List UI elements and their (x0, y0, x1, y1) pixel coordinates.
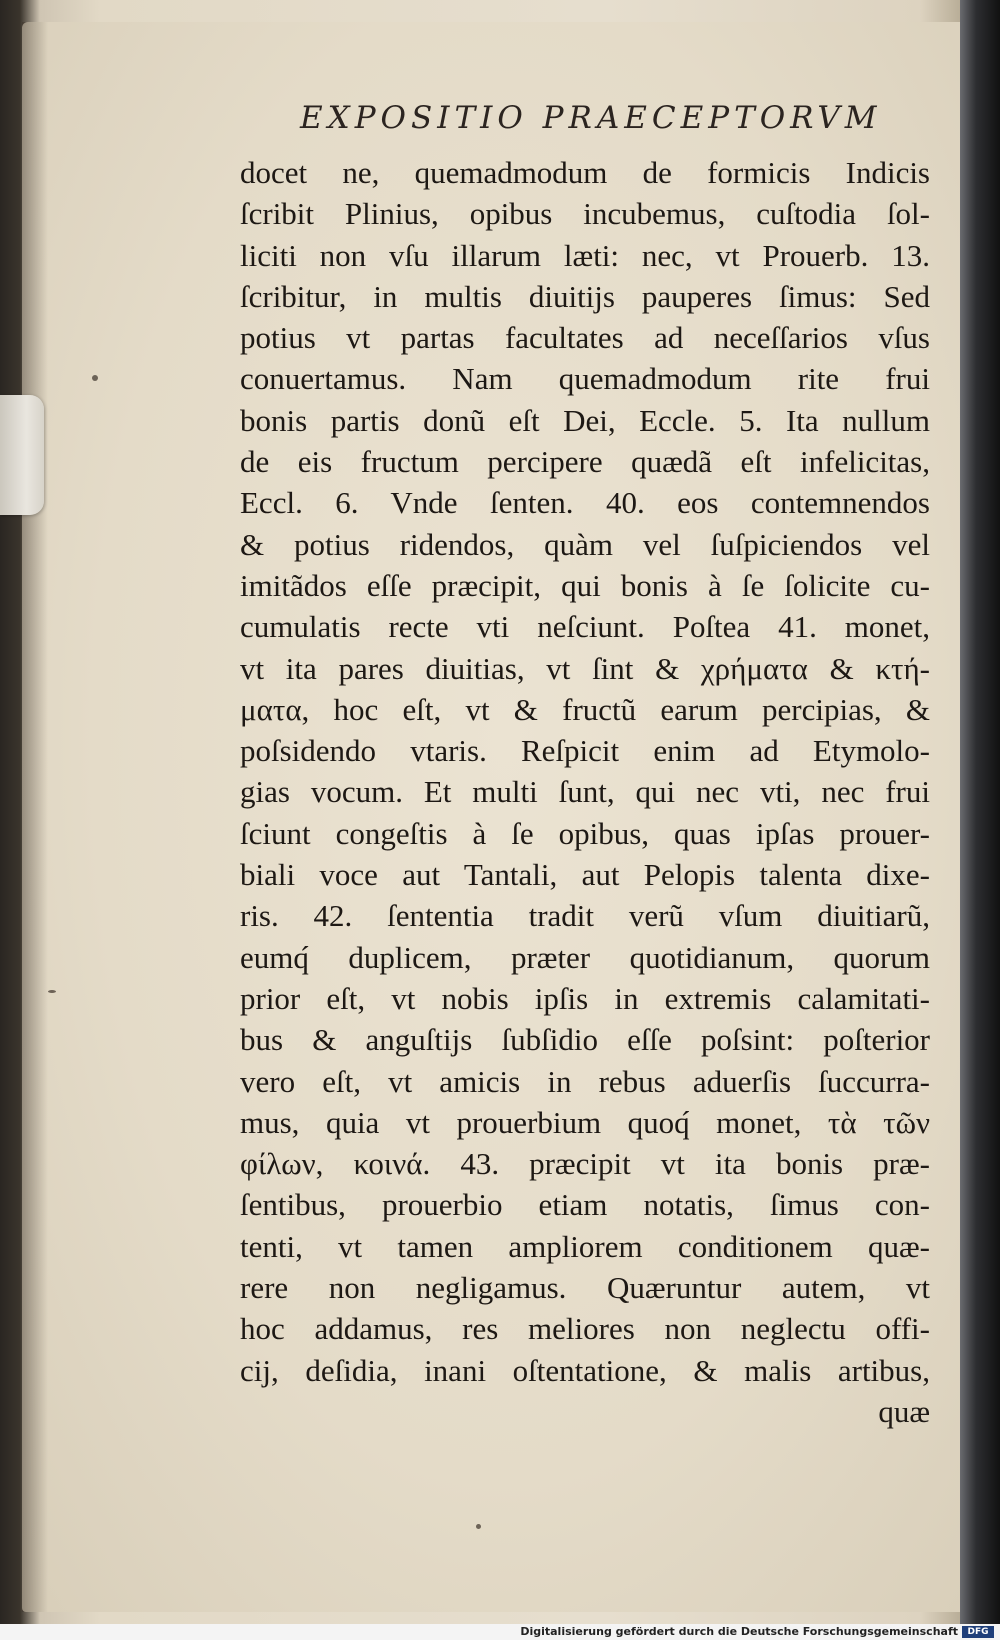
text-line: biali voce aut Tantali, aut Pelopis talenta dixe- (240, 857, 930, 893)
text-line: bus & anguſtijs ſubſidio eſſe poſsint: poſterior (240, 1022, 930, 1058)
text-line: cij, deſidia, inani oſtentatione, & malis artibus, (240, 1352, 930, 1388)
text-line: φίλων, κοινά. 43. præcipit vt ita bonis præ- (240, 1146, 930, 1182)
text-line: potius vt partas facultates ad neceſſarios vſus (240, 320, 930, 356)
gutter-shadow (22, 22, 48, 1612)
text-line: hoc addamus, res meliores non neglectu offi- (240, 1311, 930, 1347)
running-head: EXPOSITIO PRAECEPTORVM (300, 100, 882, 136)
text-line: ſentibus, prouerbio etiam notatis, ſimus con- (240, 1187, 930, 1223)
main-text-block (240, 152, 930, 1432)
paper-speck (92, 375, 98, 381)
text-line: ſcribitur, in multis diuitijs pauperes ſimus: Sed (240, 278, 930, 314)
paper-speck (48, 990, 56, 993)
text-line: imitãdos eſſe præcipit, qui bonis à ſe ſolicite cu- (240, 567, 930, 603)
catchword: quæ (878, 1393, 930, 1429)
footer-bar (0, 1624, 1000, 1640)
page-clip-tab (0, 395, 44, 515)
text-line: poſsidendo vtaris. Reſpicit enim ad Etymolo- (240, 733, 930, 769)
dfg-logo: DFG (962, 1626, 994, 1638)
text-line: de eis fructum percipere quædã eſt infelicitas, (240, 444, 930, 480)
text-line: ſcribit Plinius, opibus incubemus, cuſtodia ſol- (240, 196, 930, 232)
text-line: vero eſt, vt amicis in rebus aduerſis ſuccurra- (240, 1063, 930, 1099)
text-line: cumulatis recte vti neſciunt. Poſtea 41. monet, (240, 609, 930, 645)
binding-edge (960, 0, 1000, 1640)
text-line: tenti, vt tamen ampliorem conditionem quæ- (240, 1228, 930, 1264)
text-line: ματα, hoc eſt, vt & fructũ earum percipias, & (240, 691, 930, 727)
text-line: rere non negligamus. Quæruntur autem, vt (240, 1270, 930, 1306)
text-line: eumq́ duplicem, præter quotidianum, quorum (240, 939, 930, 975)
funding-note: Digitalisierung gefördert durch die Deutsche Forschungsgemeinschaft (520, 1625, 958, 1638)
text-line: bonis partis donũ eſt Dei, Eccle. 5. Ita nullum (240, 402, 930, 438)
text-line: conuertamus. Nam quemadmodum rite frui (240, 361, 930, 397)
text-line: mus, quia vt prouerbium quoq́ monet, τὰ τῶν (240, 1104, 930, 1140)
text-line: vt ita pares diuitias, vt ſint & χρήματα & κτή- (240, 650, 930, 686)
text-line: ris. 42. ſententia tradit verũ vſum diuitiarũ, (240, 898, 930, 934)
text-line: liciti non vſu illarum læti: nec, vt Prouerb. 13. (240, 237, 930, 273)
text-line: & potius ridendos, quàm vel ſuſpiciendos vel (240, 526, 930, 562)
text-line: docet ne, quemadmodum de formicis Indicis (240, 155, 930, 190)
text-line: prior eſt, vt nobis ipſis in extremis calamitati- (240, 980, 930, 1016)
text-line: Eccl. 6. Vnde ſenten. 40. eos contemnendos (240, 485, 930, 521)
text-line: ſciunt congeſtis à ſe opibus, quas ipſas prouer- (240, 815, 930, 851)
text-line: gias vocum. Et multi ſunt, qui nec vti, nec frui (240, 774, 930, 810)
paper-speck (476, 1524, 481, 1529)
